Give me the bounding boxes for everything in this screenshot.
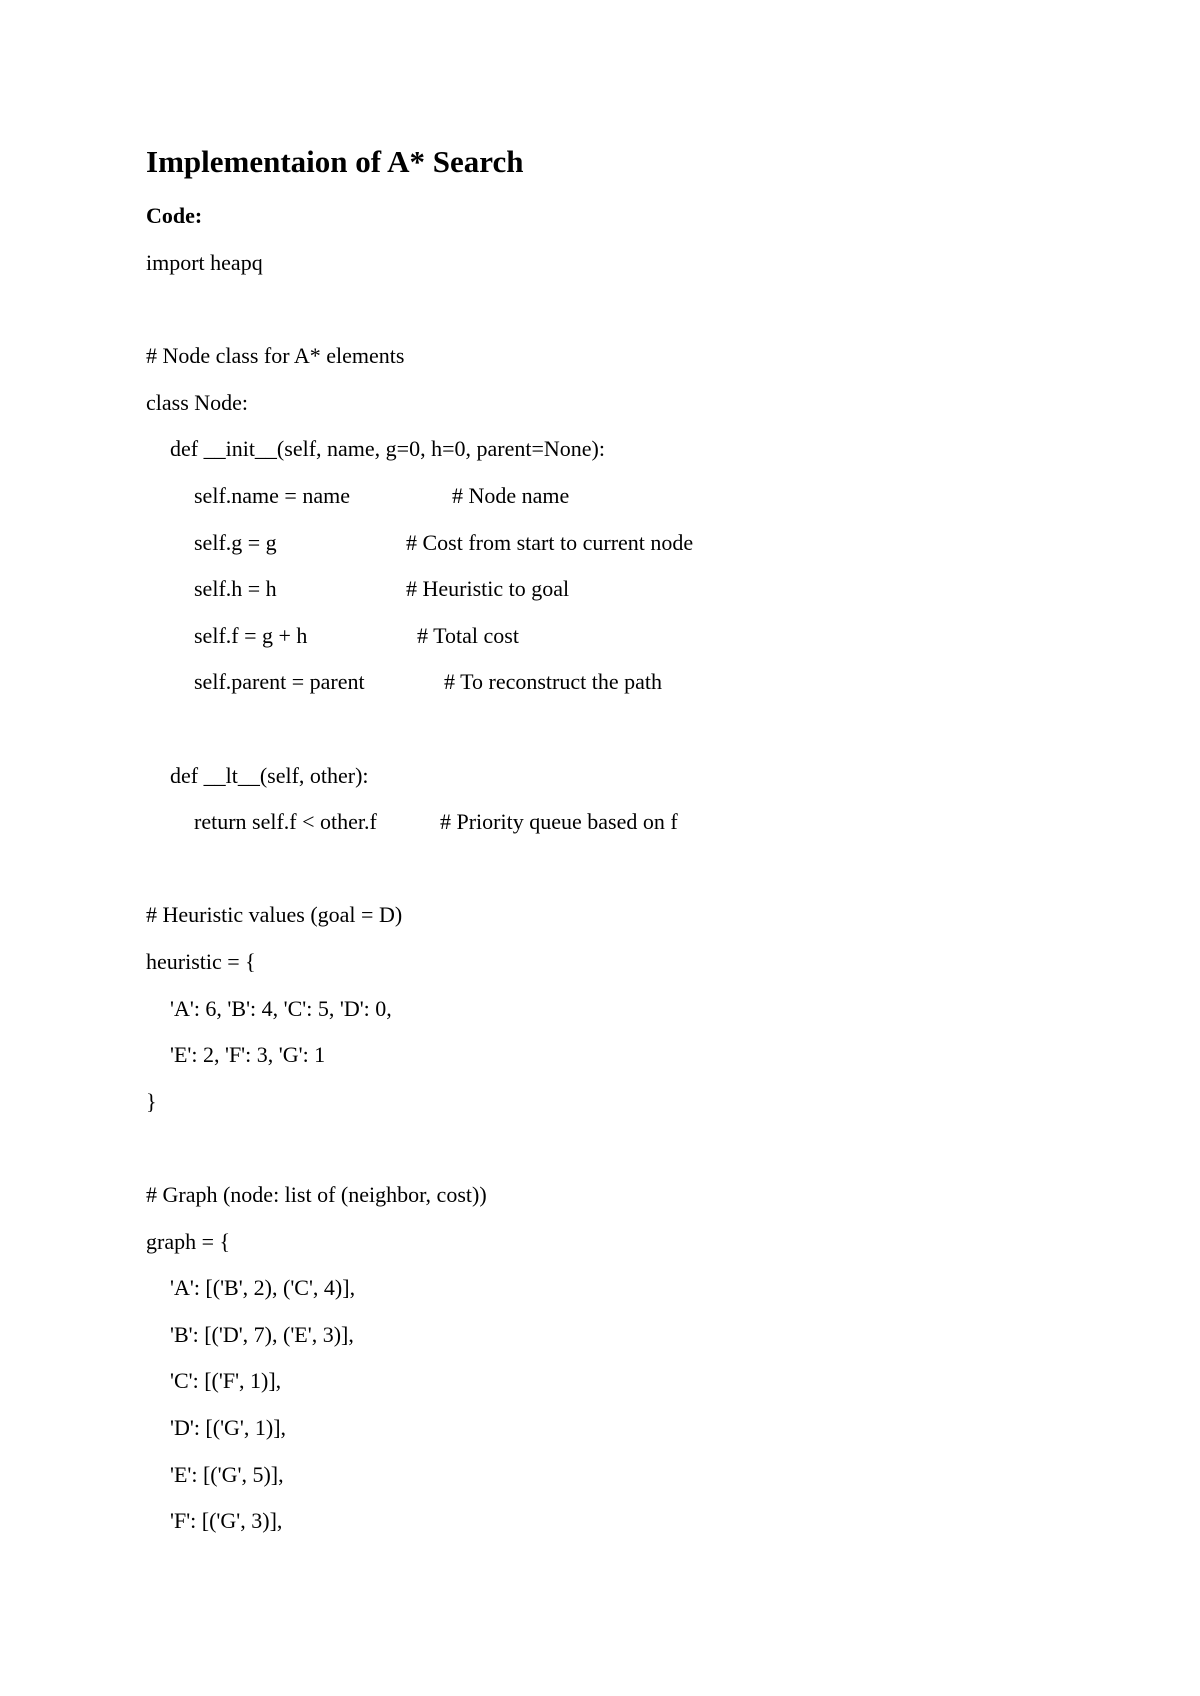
code-text: # Node class for A* elements — [146, 343, 405, 368]
code-text: 'F': [('G', 3)], — [170, 1508, 283, 1533]
code-section-label: Code: — [146, 203, 203, 228]
code-text: heuristic = { — [146, 949, 256, 974]
code-text: 'D': [('G', 1)], — [170, 1415, 287, 1440]
code-text: graph = { — [146, 1229, 231, 1254]
code-text: } — [146, 1089, 157, 1114]
code-text: self.g = g — [194, 530, 277, 555]
code-comment: # Cost from start to current node — [406, 530, 694, 555]
code-text: self.parent = parent — [194, 669, 365, 694]
code-comment: # To reconstruct the path — [444, 669, 662, 694]
code-comment: # Node name — [452, 483, 570, 508]
code-text: def __init__(self, name, g=0, h=0, parent=None): — [170, 436, 605, 461]
code-text: def __lt__(self, other): — [170, 763, 369, 788]
code-comment: # Priority queue based on f — [440, 809, 678, 834]
code-comment: # Total cost — [417, 623, 519, 648]
code-text: # Heuristic values (goal = D) — [146, 902, 403, 927]
code-text: 'E': [('G', 5)], — [170, 1462, 284, 1487]
code-comment: # Heuristic to goal — [406, 576, 570, 601]
code-text: 'E': 2, 'F': 3, 'G': 1 — [170, 1042, 326, 1067]
code-text: 'B': [('D', 7), ('E', 3)], — [170, 1322, 354, 1347]
code-text: class Node: — [146, 390, 249, 415]
code-text: 'A': 6, 'B': 4, 'C': 5, 'D': 0, — [170, 996, 392, 1021]
code-text: 'A': [('B', 2), ('C', 4)], — [170, 1275, 356, 1300]
code-text: return self.f < other.f — [194, 809, 377, 834]
code-text: import heapq — [146, 250, 263, 275]
code-text: 'C': [('F', 1)], — [170, 1368, 282, 1393]
code-text: self.name = name — [194, 483, 350, 508]
code-text: self.f = g + h — [194, 623, 308, 648]
document-title: Implementaion of A* Search — [146, 144, 524, 179]
code-text: # Graph (node: list of (neighbor, cost)) — [146, 1182, 487, 1207]
code-text: self.h = h — [194, 576, 277, 601]
